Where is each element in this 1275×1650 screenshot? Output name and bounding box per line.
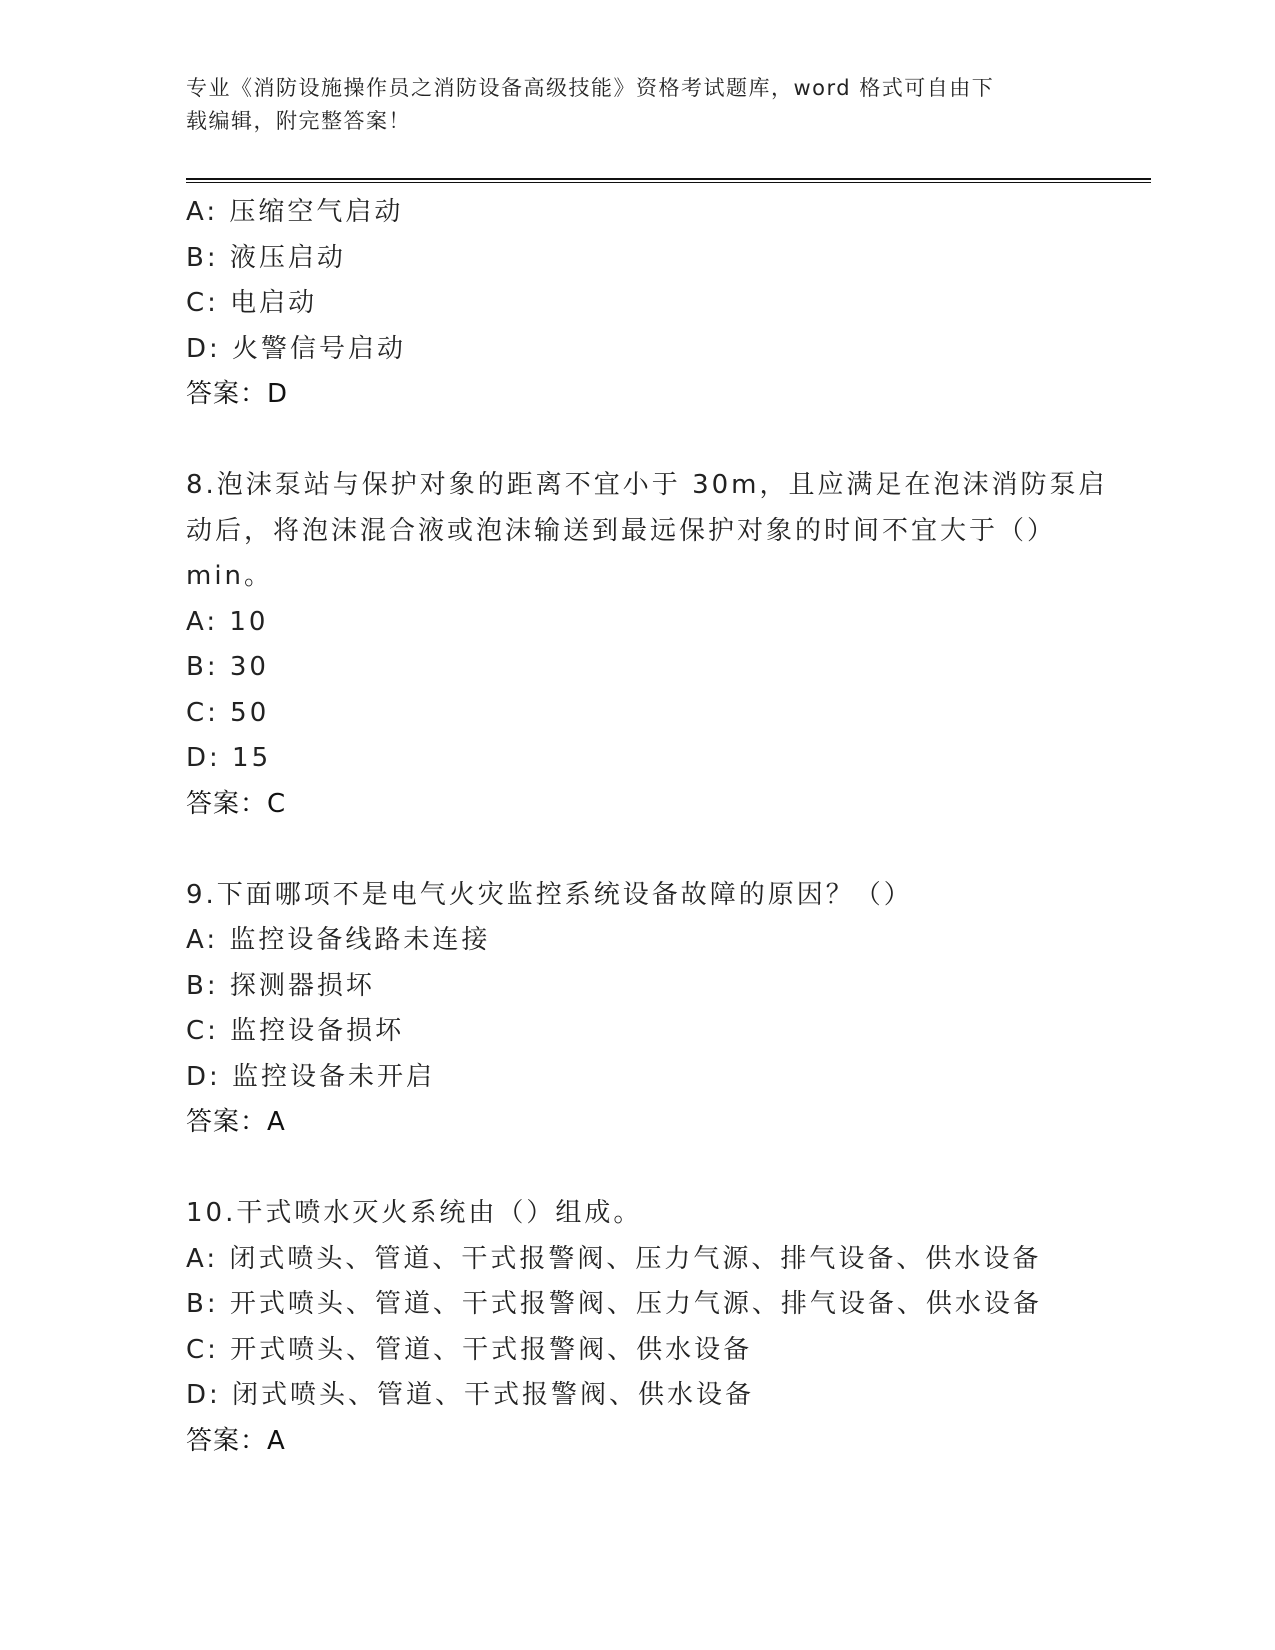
option-c: C: 监控设备损坏 [186,1016,405,1046]
answer-line: 答案：D [186,379,289,409]
header-line-2: 载编辑，附完整答案！ [186,109,411,133]
option-d: D: 监控设备未开启 [186,1061,436,1092]
question-text-line: 动后，将泡沫混合液或泡沫输送到最远保护对象的时间不宜大于（） [186,515,1057,546]
option-c: C: 电启动 [186,288,318,318]
option-a: A: 监控设备线路未连接 [186,925,491,955]
header-divider [186,178,1151,183]
question-text-line: min。 [186,561,274,591]
question-spacer [186,1146,1086,1192]
question-10 [186,1191,1086,1464]
question-text-line: 10.干式喷水灭火系统由（）组成。 [186,1198,643,1228]
question-7 [186,190,1086,418]
answer-line: 答案：C [186,788,287,819]
question-spacer [186,827,1086,873]
option-b: B: 液压启动 [186,242,346,273]
option-b: B: 30 [186,652,269,682]
option-d: D: 15 [186,743,272,773]
question-text-line: 9.下面哪项不是电气火灾监控系统设备故障的原因？（） [186,879,913,910]
option-a: A: 闭式喷头、管道、干式报警阀、压力气源、排气设备、供水设备 [186,1243,1042,1274]
question-8 [186,463,1108,827]
question-text-line: 8.泡沫泵站与保护对象的距离不宜小于 30m，且应满足在泡沫消防泵启 [186,470,1108,500]
question-9 [186,873,1086,1146]
option-d: D: 火警信号启动 [186,333,407,364]
option-a: A: 压缩空气启动 [186,197,404,227]
option-d: D: 闭式喷头、管道、干式报警阀、供水设备 [186,1380,755,1410]
answer-line: 答案：A [186,1107,286,1137]
option-a: A: 10 [186,606,269,637]
option-c: C: 50 [186,697,270,728]
answer-line: 答案：A [186,1425,286,1456]
option-b: B: 探测器损坏 [186,970,375,1001]
document-header [186,72,1066,138]
question-content [186,190,1108,1464]
question-spacer [186,418,1086,464]
option-b: B: 开式喷头、管道、干式报警阀、压力气源、排气设备、供水设备 [186,1289,1042,1319]
option-c: C: 开式喷头、管道、干式报警阀、供水设备 [186,1334,753,1365]
header-line-1: 专业《消防设施操作员之消防设备高级技能》资格考试题库，word 格式可自由下 [186,76,995,100]
